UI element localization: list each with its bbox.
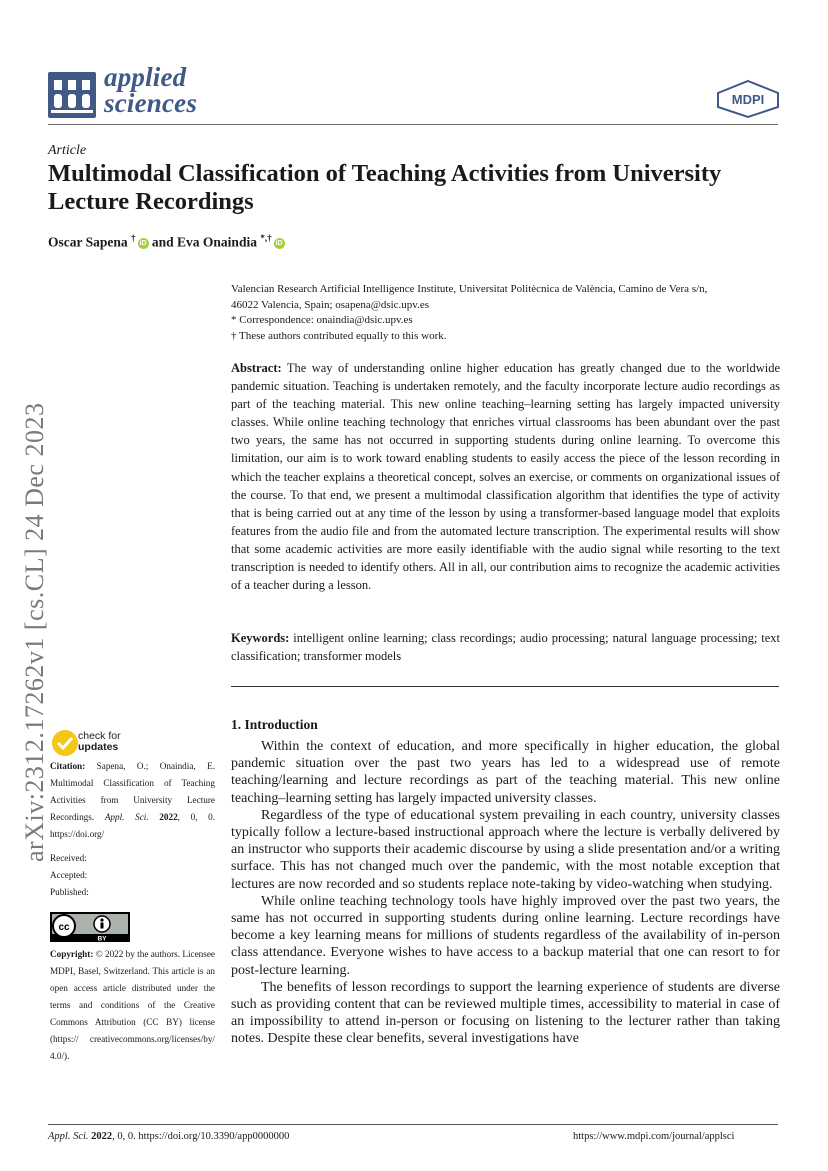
cc-by-license-icon[interactable] bbox=[50, 912, 130, 942]
keywords-label: Keywords: bbox=[231, 631, 290, 645]
abstract-text: The way of understanding online higher education has greatly changed due to the worldwide pandemic situation. Teaching is undertaken remotely, and the faculty incorporate lecture audio recordings as part of the teaching material. This new online teaching–learning setting has largely impacted university classes. While online teaching technology that enriches virtual classrooms has been abundant over the past two years, the same has not occurred in supporting students during online learning. To overcome this limitation, our aim is to work toward enabling students to easily access the piece of the lesson recording in which the teacher explains a theoretical concept, solves an exercise, or comments on organizational issues of the course. To that end, we present a multimodal classification algorithm that identifies the type of activity that is being carried out at any time of the lesson by using a transformer-based language model that exploits features from the audio file and from the automated lecture transcription. The experimental results will show that some academic activities are more easily identifiable with the audio signal while resorting to the text transcription is needed to identify others. All in all, our contribution aims to recognize the academic activities of a teacher during a lesson. bbox=[231, 361, 780, 593]
equal-contribution-note: † These authors contributed equally to this work. bbox=[231, 329, 447, 342]
footer-year: 2022 bbox=[91, 1131, 113, 1142]
accepted-label: Accepted: bbox=[50, 870, 88, 880]
section-body bbox=[231, 738, 780, 1048]
journal-name-line1: applied bbox=[104, 62, 187, 92]
author-connector: and bbox=[151, 234, 174, 250]
journal-logo-icon bbox=[48, 72, 96, 118]
author-mark: *,† bbox=[260, 233, 272, 243]
author-name: Oscar Sapena bbox=[48, 234, 128, 250]
orcid-icon[interactable]: iD bbox=[275, 239, 283, 247]
copyright-text: © 2022 by the authors. Licensee MDPI, Basel, Switzerland. This article is an open access article distributed under the terms and conditions of the Creative Commons Attribution (CC BY) license (https:// creativecommons.org/licenses/by/ 4.0/). bbox=[50, 949, 215, 1061]
check-line2: updates bbox=[78, 741, 119, 753]
footer-journal-url[interactable]: https://www.mdpi.com/journal/applsci bbox=[573, 1131, 735, 1142]
article-type: Article bbox=[48, 143, 87, 158]
affiliation-line: Valencian Research Artificial Intelligence Institute, Universitat Politècnica de València, Camino de Vera s/n, bbox=[231, 283, 708, 295]
paragraph: The benefits of lesson recordings to support the learning experience of students are diverse such as providing content that can be reviewed multiple times, accessibility to material in case of an impossibility to attend in-person or focusing on listening to the lecturer rather than taking notes. Despite these clear benefits, several investigations have bbox=[231, 979, 780, 1047]
author-name: Eva Onaindia bbox=[177, 234, 257, 250]
abstract-label: Abstract: bbox=[231, 361, 282, 375]
published-label: Published: bbox=[50, 887, 89, 897]
citation-text: Sapena, O.; Onaindia, E. Multimodal Classification of Teaching Activities from University Lecture Recordings. bbox=[50, 761, 216, 822]
arxiv-stamp: arXiv:2312.17262v1 [cs.CL] 24 Dec 2023 bbox=[20, 402, 49, 862]
author-mark: † bbox=[131, 233, 136, 243]
cc-by-text: BY bbox=[97, 935, 107, 942]
citation-doi-link[interactable]: https://doi.org/ bbox=[50, 829, 105, 839]
keywords-text: intelligent online learning; class recordings; audio processing; natural language processing; text classification; transformer models bbox=[231, 631, 781, 664]
dates bbox=[50, 850, 215, 901]
citation-box bbox=[50, 758, 215, 843]
section-heading: 1. Introduction bbox=[231, 717, 318, 732]
footer-citation bbox=[48, 1131, 289, 1142]
keywords bbox=[231, 629, 780, 665]
citation-year: 2022 bbox=[159, 812, 178, 822]
paragraph: While online teaching technology tools have highly improved over the past two years, the same has not occurred in supporting students during online learning. Lecture recordings have become a key learning means for millions of students regardless of the availability of in-person class attendance. Everyone wishes to have access to a backup material that one can resort to for post-lecture learning. bbox=[231, 893, 780, 978]
journal-name-line2: sciences bbox=[104, 88, 198, 118]
orcid-icon[interactable]: iD bbox=[139, 239, 147, 247]
mdpi-logo-text: MDPI bbox=[731, 92, 765, 107]
paper-title: Multimodal Classification of Teaching Activities from University Lecture Recordings bbox=[48, 160, 722, 215]
paragraph: Regardless of the type of educational system prevailing in each country, university classes typically follow a lecture-based instructional approach where the lecture is verbally delivered by an instructor who supports their academic discourse by using a slide presentation and/or a writing surface. This has not changed much over the pandemic, with the most notable exception that lectures are now recorded and so students replace note-taking by video-watching when studying. bbox=[231, 807, 780, 892]
paragraph: Within the context of education, and more specifically in higher education, the global pandemic situation over the past two years has led to a widespread use of remote teaching/learning and lecture recordings as part of the teaching material. This new online teaching–learning setting has largely impacted university classes. bbox=[231, 739, 780, 806]
affiliation-line: 46022 Valencia, Spain; osapena@dsic.upv.es bbox=[231, 298, 430, 311]
correspondence-note: * Correspondence: onaindia@dsic.upv.es bbox=[231, 314, 413, 326]
check-line1: check for bbox=[78, 730, 121, 742]
footer-rule bbox=[48, 1124, 778, 1125]
check-for-updates-label[interactable] bbox=[78, 731, 121, 753]
svg-text:cc: cc bbox=[58, 922, 70, 933]
check-for-updates-icon[interactable] bbox=[50, 728, 80, 758]
abstract bbox=[231, 359, 780, 594]
footer-vol-doi[interactable]: , 0, 0. https://doi.org/10.3390/app0000000 bbox=[112, 1131, 290, 1142]
journal-name bbox=[104, 64, 197, 116]
affiliation bbox=[231, 282, 781, 344]
header-rule bbox=[48, 124, 778, 125]
mdpi-logo-icon bbox=[716, 79, 780, 119]
citation-journal: Appl. Sci. bbox=[104, 812, 149, 822]
copyright-label: Copyright: bbox=[50, 949, 94, 959]
footer-journal: Appl. Sci. bbox=[48, 1131, 89, 1142]
citation-vol: , 0, 0. bbox=[177, 812, 216, 822]
author-list bbox=[48, 233, 285, 251]
section-divider bbox=[231, 686, 779, 687]
copyright-notice bbox=[50, 946, 215, 1065]
citation-label: Citation: bbox=[50, 761, 86, 771]
received-label: Received: bbox=[50, 853, 87, 863]
